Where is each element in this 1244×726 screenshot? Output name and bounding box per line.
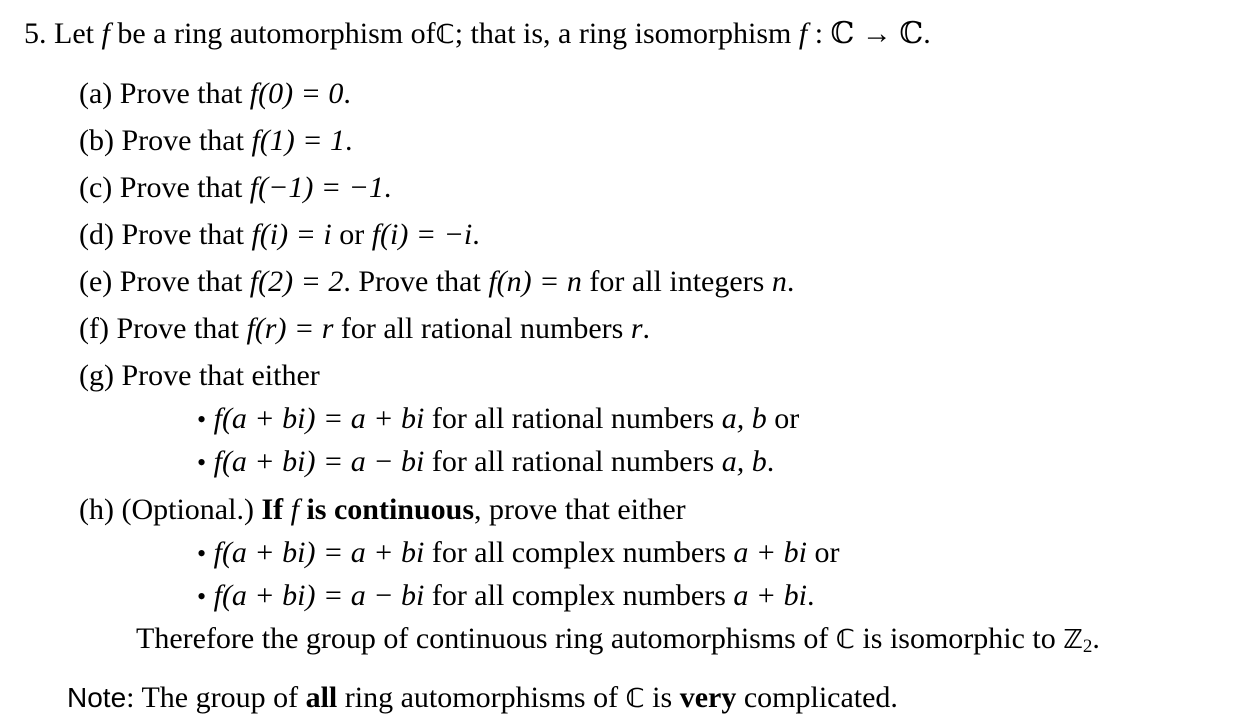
math-map: : ℂ → ℂ.: [814, 17, 931, 50]
math-f: f: [290, 493, 299, 526]
note-text: The group of: [141, 681, 299, 714]
bullet-vars: a + bi: [733, 579, 808, 612]
bullet-vars: a, b: [721, 445, 767, 478]
part-label: (h): [79, 493, 114, 526]
note-bold: all: [305, 681, 338, 714]
period: .: [807, 579, 815, 612]
part-math: f(r) = r: [246, 312, 334, 345]
part-text: or: [339, 218, 365, 251]
bullet-icon: •: [197, 582, 207, 611]
bullet-vars: a, b: [721, 402, 767, 435]
part-d: [79, 220, 480, 250]
part-label: (d): [79, 218, 114, 251]
bullet-math: f(a + bi) = a + bi: [213, 536, 425, 569]
bullet-icon: •: [197, 539, 207, 568]
part-math: f(0) = 0: [249, 77, 344, 110]
part-label: (e): [79, 265, 113, 298]
part-math: f(i) = i: [251, 218, 332, 251]
note-label: Note: [67, 682, 127, 713]
part-text: for all integers: [589, 265, 765, 298]
part-math: f(i) = −i: [371, 218, 473, 251]
part-label: (g): [79, 359, 114, 392]
problem-statement: [24, 19, 931, 49]
part-c: [79, 173, 391, 203]
note-text: is: [652, 681, 673, 714]
part-h: [79, 495, 686, 525]
note-line: [67, 683, 898, 713]
part-text: , prove that either: [474, 493, 686, 526]
bullet-text: for all rational numbers: [431, 445, 715, 478]
math-integers: ℤ: [1063, 625, 1083, 655]
part-var: r: [630, 312, 643, 345]
period: .: [472, 218, 480, 251]
part-math: f(−1) = −1: [249, 171, 384, 204]
part-math: f(n) = n: [488, 265, 582, 298]
part-text: . Prove that: [343, 265, 481, 298]
math-subscript: 2: [1082, 636, 1093, 657]
part-g: [79, 361, 320, 391]
part-text: Prove that: [121, 124, 244, 157]
part-var: n: [771, 265, 787, 298]
part-math: f(2) = 2: [249, 265, 344, 298]
part-f: [79, 314, 650, 344]
bullet-text: for all complex numbers: [431, 579, 726, 612]
part-label: (b): [79, 124, 114, 157]
period: .: [1092, 622, 1100, 655]
part-h-bullet-1: [197, 538, 840, 568]
period: .: [383, 171, 392, 204]
statement-text: ; that is, a ring isomorphism: [454, 17, 792, 50]
math-f: f: [101, 17, 110, 50]
bullet-text: for all complex numbers: [431, 536, 726, 569]
therefore-text: Therefore the group of continuous ring automorphisms of: [136, 622, 829, 655]
part-math: f(1) = 1: [251, 124, 346, 157]
problem-number: 5.: [24, 17, 47, 50]
period: .: [786, 265, 795, 298]
period: .: [766, 445, 775, 478]
part-label: (f): [79, 312, 109, 345]
bullet-vars: a + bi: [733, 536, 808, 569]
period: .: [343, 77, 351, 110]
math-complex: ℂ: [625, 684, 645, 714]
note-bold: very: [679, 681, 737, 714]
period: .: [345, 124, 353, 157]
math-complex: ℂ: [835, 625, 855, 655]
bullet-text: or: [774, 402, 800, 435]
bullet-math: f(a + bi) = a + bi: [213, 402, 425, 435]
part-text: Prove that: [119, 77, 243, 110]
part-h-bullet-2: [197, 581, 815, 611]
math-f: f: [798, 17, 808, 50]
part-bold: is continuous: [306, 493, 475, 526]
period: .: [642, 312, 650, 345]
math-complex: ℂ: [435, 20, 455, 50]
bullet-text: for all rational numbers: [431, 402, 715, 435]
part-e: [79, 267, 794, 297]
part-label: (a): [79, 77, 113, 110]
part-text: (Optional.): [121, 493, 254, 526]
note-colon: :: [126, 681, 135, 714]
part-text: Prove that: [119, 265, 243, 298]
part-text: for all rational numbers: [340, 312, 624, 345]
part-text: Prove that: [119, 171, 243, 204]
bullet-math: f(a + bi) = a − bi: [213, 579, 425, 612]
part-label: (c): [79, 171, 113, 204]
therefore-text: is isomorphic to: [862, 622, 1056, 655]
note-text: complicated.: [743, 681, 898, 714]
part-b: [79, 126, 353, 156]
bullet-icon: •: [197, 448, 207, 477]
part-text: Prove that: [116, 312, 239, 345]
part-text: Prove that: [121, 218, 244, 251]
bullet-text: or: [814, 536, 840, 569]
part-a: [79, 79, 351, 109]
part-g-bullet-1: [197, 404, 799, 434]
part-bold: If: [261, 493, 284, 526]
statement-text: Let: [54, 17, 94, 50]
note-text: ring automorphisms of: [344, 681, 619, 714]
therefore-line: [136, 624, 1100, 656]
statement-text: be a ring automorphism of: [117, 17, 436, 50]
bullet-math: f(a + bi) = a − bi: [213, 445, 425, 478]
part-g-bullet-2: [197, 447, 774, 477]
bullet-icon: •: [197, 405, 207, 434]
part-text: Prove that either: [121, 359, 320, 392]
